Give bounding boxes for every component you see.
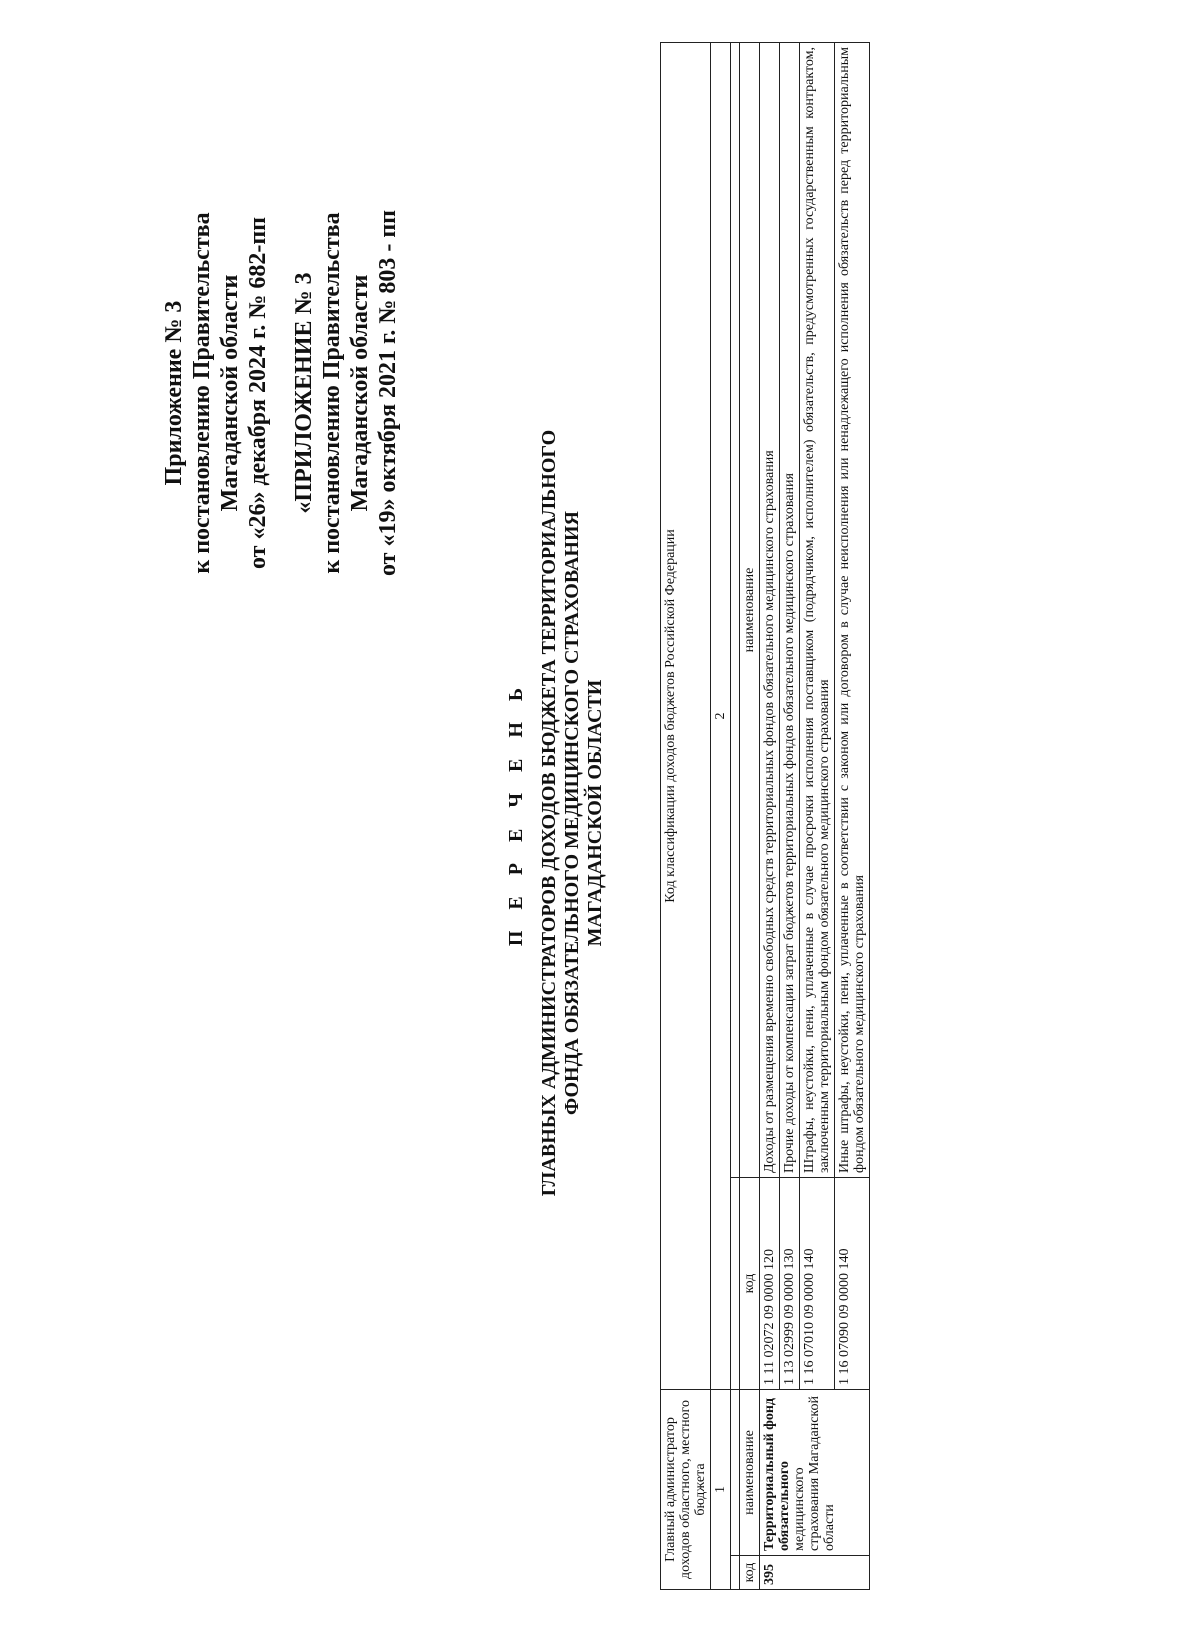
spacer-cell	[731, 1390, 740, 1556]
spacer-cell	[731, 1178, 740, 1390]
table-row	[760, 43, 780, 1590]
title-line-3: МАГАДАНСКОЙ ОБЛАСТИ	[584, 679, 606, 947]
approval-original	[290, 133, 402, 653]
subheader-code: код	[740, 1556, 760, 1590]
table-row	[835, 43, 870, 1590]
resolution-date-original: от «19» октября 2021 г. № 803 - пп	[375, 209, 401, 577]
table-row	[780, 43, 800, 1590]
document-title	[505, 308, 607, 1318]
approval-block	[160, 133, 420, 653]
title-line-2: ФОНДА ОБЯЗАТЕЛЬНОГО МЕДИЦИНСКОГО СТРАХОВАНИЯ	[561, 511, 583, 1115]
spacer-cell	[731, 43, 740, 1178]
kbk-code: 1 13 02999 09 0000 130	[780, 1178, 800, 1390]
kbk-name: Доходы от размещения временно свободных средств территориальных фондов обязательного медицинского страхования	[760, 43, 780, 1178]
header-admin: Главный администратор доходов областного, местного бюджета	[661, 1390, 711, 1590]
column-number-1: 1	[711, 1390, 731, 1590]
title-word: П Е Р Е Ч Е Н Ь	[505, 679, 527, 947]
spacer-cell	[731, 1556, 740, 1590]
region-name-original: Магаданской области	[347, 274, 373, 512]
kbk-code: 1 16 07010 09 0000 140	[800, 1178, 835, 1390]
title-line-1: ГЛАВНЫХ АДМИНИСТРАТОРОВ ДОХОДОВ БЮДЖЕТА ТЕРРИТОРИАЛЬНОГО	[538, 429, 560, 1197]
table-header-row	[661, 43, 711, 1590]
column-number-row	[711, 43, 731, 1590]
kbk-code: 1 11 02072 09 0000 120	[760, 1178, 780, 1390]
header-kbk: Код классификации доходов бюджетов Российской Федерации	[661, 43, 711, 1390]
kbk-name: Прочие доходы от компенсации затрат бюджетов территориальных фондов обязательного медицинского страхования	[780, 43, 800, 1178]
resolution-ref: к постановлению Правительства	[189, 212, 215, 574]
spacer-row	[731, 43, 740, 1590]
kbk-name: Иные штрафы, неустойки, пени, уплаченные в соответствии с законом или договором в случае неисполнения или ненадлежащего исполнения обязательств перед территориальным фондом обязательного медицинского страхования	[835, 43, 870, 1178]
subheader-row	[740, 43, 760, 1590]
admin-name	[760, 1390, 870, 1556]
subheader-kbk-code: код	[740, 1178, 760, 1390]
kbk-name: Штрафы, неустойки, пени, уплаченные в случае просрочки исполнения поставщиком (подрядчиком, исполнителем) обязательств, предусмотренных государственным контрактом, заключенным территориальным фондом обязательного медицинского страхования	[800, 43, 835, 1178]
admin-name-bold: Территориальный фонд обязательного	[762, 1398, 792, 1551]
admin-code: 395	[760, 1556, 870, 1590]
admin-name-rest: медицинского страхования Магаданской области	[792, 1396, 837, 1551]
subheader-kbk-name: наименование	[740, 43, 760, 1178]
column-number-2: 2	[711, 43, 731, 1390]
resolution-ref-original: к постановлению Правительства	[319, 212, 345, 574]
region-name: Магаданской области	[217, 274, 243, 512]
kbk-code: 1 16 07090 09 0000 140	[835, 1178, 870, 1390]
subheader-name: наименование	[740, 1390, 760, 1556]
table-row	[800, 43, 835, 1590]
administrators-table	[660, 42, 870, 1590]
appendix-label: Приложение № 3	[161, 300, 187, 486]
appendix-label-original: «ПРИЛОЖЕНИЕ № 3	[291, 272, 317, 514]
resolution-date: от «26» декабря 2024 г. № 682-пп	[245, 216, 271, 570]
approval-current	[160, 133, 272, 653]
